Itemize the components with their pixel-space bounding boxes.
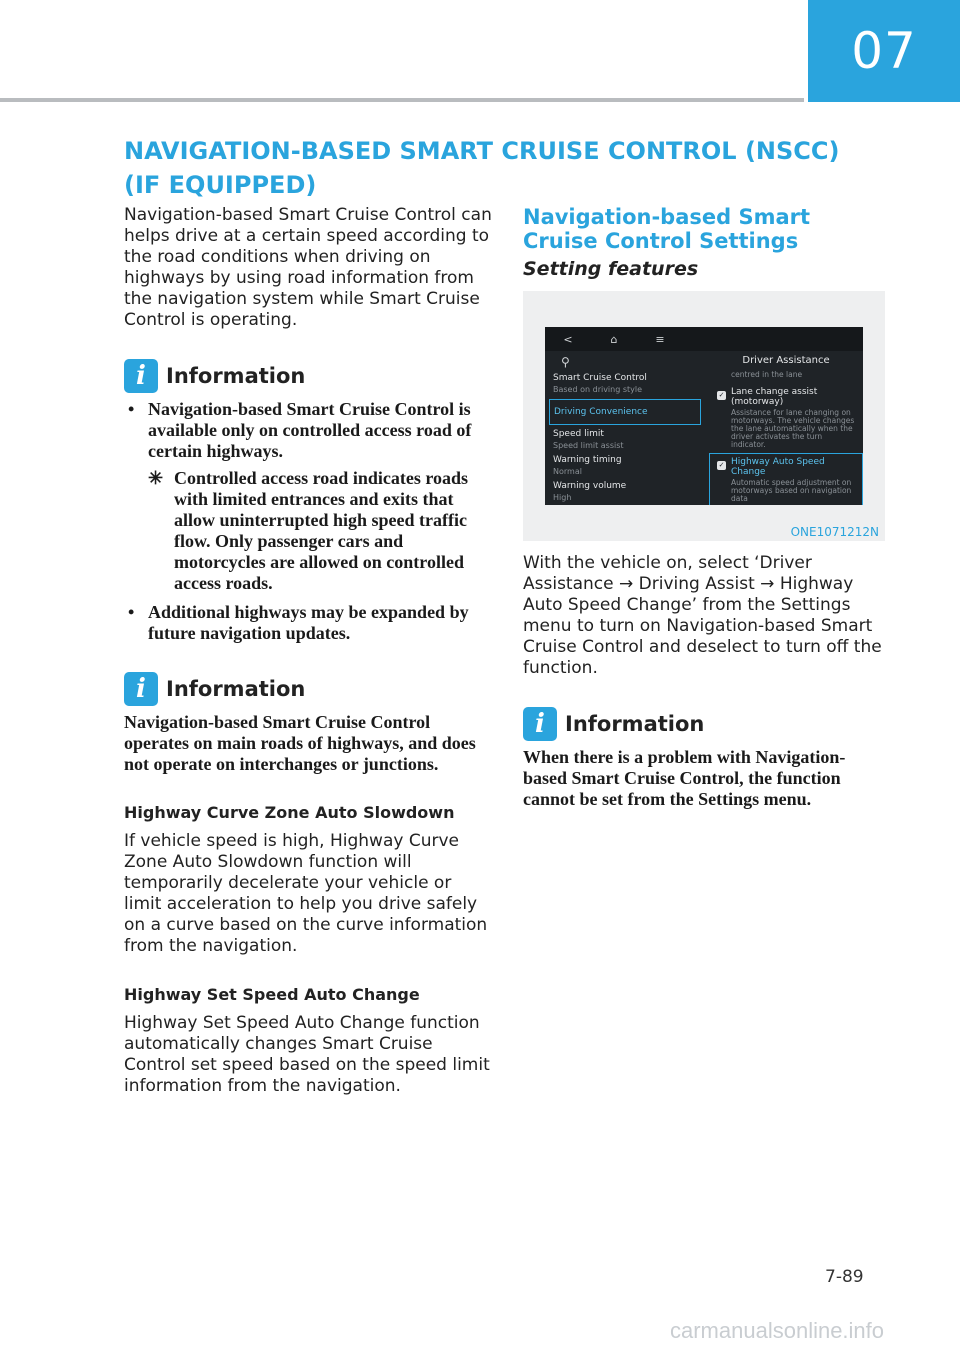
screen-top-bar [545,327,863,351]
information-header [523,707,885,741]
header-rule [0,98,804,102]
menu-item-smart-cruise [553,373,697,395]
home-icon: ⌂ [610,332,618,346]
panel-scrolled-text: centred in the lane [731,370,803,379]
curve-slowdown-heading: Highway Curve Zone Auto Slowdown [124,803,455,822]
information-title: Information [166,677,306,701]
asterisk-icon: ✳ [148,468,164,488]
menu-item-driving-convenience [549,399,701,425]
settings-instruction-text: With the vehicle on, select ‘Driver Assistance → Driving Assist → Highway Auto Speed Change’ from the Settings menu to turn on Navigation-based Smart Cruise Control and deselect to turn off the function. [523,553,882,678]
bullet-text: Additional highways may be expanded by future navigation updates. [148,602,469,643]
section-title: NAVIGATION-BASED SMART CRUISE CONTROL (NSCC) (IF EQUIPPED) [124,137,840,199]
setting-features-heading: Setting features [523,258,699,280]
menu-item-label: Driving Convenience [554,406,648,417]
option-lane-change-label: Lane change assist (motorway) [731,387,818,407]
information-header [124,359,492,393]
settings-figure [523,291,885,541]
page-number: 7-89 [825,1267,864,1287]
menu-item-speed-limit [553,429,697,451]
option-highway-speed-label: Highway Auto Speed Change [731,457,825,477]
information-bullet [124,399,492,594]
information-header [124,672,492,706]
right-column [523,205,885,810]
screen-options-panel [709,351,863,505]
panel-title: Driver Assistance [742,355,830,366]
information-title: Information [565,712,705,736]
intro-paragraph: Navigation-based Smart Cruise Control can helps drive at a certain speed according to the road conditions when driving on highways by using road information from the navigation system while Smart Cruise Control is operating. [124,205,492,330]
speed-change-heading: Highway Set Speed Auto Change [124,985,420,1004]
menu-icon: ≡ [655,332,665,346]
figure-code: ONE1071212N [790,525,879,539]
information-title: Information [166,364,306,388]
menu-item-sub: High [553,493,572,502]
information-icon: i [124,359,158,393]
screen-menu-panel [545,351,705,505]
information-box-2 [124,672,492,775]
search-icon: ⚲ [561,355,570,369]
checkbox-icon: ✓ [718,391,725,399]
menu-item-warning-timing [553,455,697,477]
settings-heading: Navigation-based Smart Cruise Control Settings [523,205,811,253]
bullet-text: Navigation-based Smart Cruise Control is available only on controlled access road of certain highways. [148,399,472,461]
checkbox-icon: ✓ [718,461,725,469]
information-body: When there is a problem with Navigation-based Smart Cruise Control, the function cannot be set from the Settings menu. [523,747,846,809]
menu-item-label: Warning volume [553,481,627,491]
curve-slowdown-text: If vehicle speed is high, Highway Curve Zone Auto Slowdown function will temporarily decelerate your vehicle or limit acceleration to help you drive safely on a curve based on the curve information from the navigation. [124,831,488,956]
star-note [148,468,492,594]
information-bullet-list [124,399,492,644]
information-box-1 [124,359,492,644]
menu-item-label: Speed limit [553,429,604,439]
menu-item-label: Warning timing [553,455,622,465]
information-body: Navigation-based Smart Cruise Control operates on main roads of highways, and does not operate on interchanges or junctions. [124,712,476,774]
menu-item-label: Smart Cruise Control [553,373,647,383]
menu-item-sub: Speed limit assist [553,441,624,450]
information-box-3 [523,707,885,810]
speed-change-text: Highway Set Speed Auto Change function automatically changes Smart Cruise Control set speed based on the speed limit information from the navigation. [124,1013,490,1096]
option-lane-change-desc: Assistance for lane changing on motorways. The vehicle changes the lane automatically when the driver activates the turn indicator. [731,408,855,449]
left-column [124,205,492,1097]
information-bullet [124,602,492,644]
option-highway-speed-desc: Automatic speed adjustment on motorways based on navigation data [731,478,852,503]
information-icon: i [523,707,557,741]
information-body [124,399,492,644]
information-icon: i [124,672,158,706]
infotainment-screen [545,327,863,505]
menu-item-sub: Based on driving style [553,385,643,394]
watermark: carmanualsonline.info [670,1318,885,1343]
back-icon: < [563,332,573,346]
star-note-text: Controlled access road indicates roads with limited entrances and exits that allow uninterrupted high speed traffic flow. Only passenger cars and motorcycles are allowed on controlled access roads. [174,468,469,593]
menu-item-warning-volume [553,481,697,503]
chapter-tab: 07 [808,0,960,102]
menu-item-sub: Normal [553,467,582,476]
